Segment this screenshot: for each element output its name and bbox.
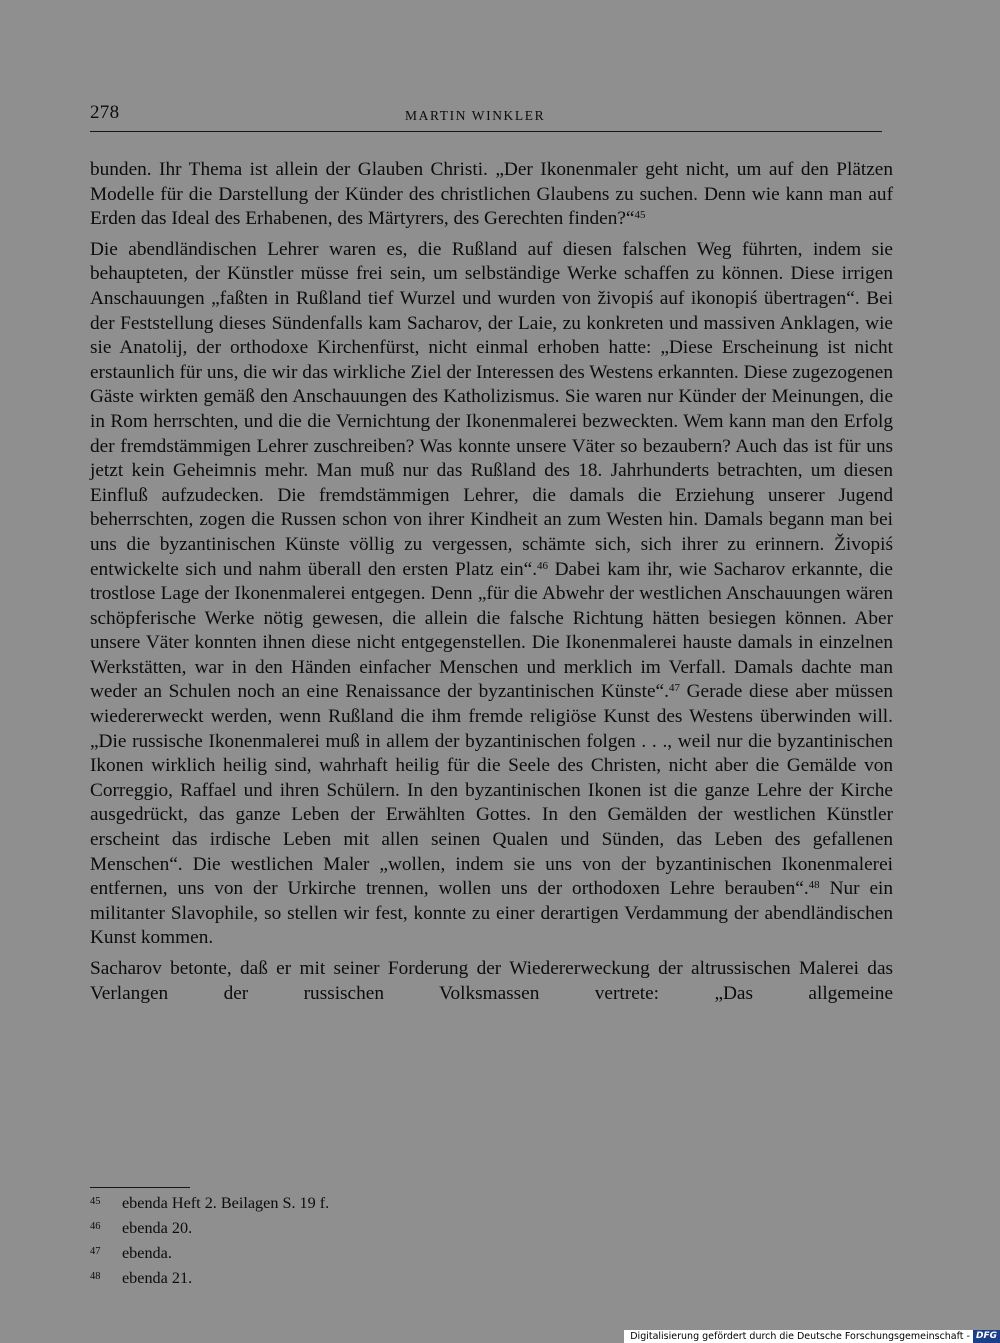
header-rule — [90, 131, 882, 132]
footnote-ref: 46 — [537, 559, 549, 572]
footnote-ref: 48 — [808, 879, 820, 892]
footnote-text: ebenda 20. — [122, 1219, 193, 1237]
footnote-number: 48 — [90, 1271, 101, 1282]
footnote-number: 46 — [90, 1221, 101, 1232]
footnote-text: ebenda 21. — [122, 1269, 193, 1287]
footnote-item — [90, 1192, 590, 1217]
paragraph-text: Dabei kam ihr, wie Sacharov erkannte, die trostlose Lage der Ikonenmalerei entgegen. Denn „für die Abwehr der westlichen Anschauungen wären schöpferische Werke nötig gewesen, die allein die falsche Richtung hätten besiegen können. Aber unsere Väter konnten ihnen diese nicht entgegenstellen. Die Ikonenmalerei hauste damals in einzelnen Werkstätten, war in den Händen einfacher Menschen und merklich im Verfall. Damals dachte man weder an Schulen noch an eine Renaissance der byzantinischen Künste“. — [90, 558, 893, 703]
footnote-text: ebenda Heft 2. Beilagen S. 19 f. — [122, 1194, 330, 1212]
paragraph-text: Gerade diese aber müssen wiedererweckt werden, wenn Rußland die ihm fremde religiöse Kunst des Westens überwinden will. „Die russische Ikonenmalerei muß in allem der byzantinischen folgen . . ., weil nur die byzantinischen Ikonen wirklich heilig sind, wahrhaft heilig für die Seele des Christen, nicht aber die Gemälde von Correggio, Raffael und ihren Schülern. In den byzantinischen Ikonen ist die ganze Lehre der Kirche ausgedrückt, das ganze Leben der Erwählten Gottes. In den Gemälden der westlichen Künstler erscheint das irdische Leben mit allen seinen Qualen und Sünden, das Leben des gefallenen Menschen“. Die westlichen Maler „wollen, indem sie uns von der byzantinischen Ikonenmalerei entfernen, uns von der Urkirche trennen, wollen uns der orthodoxen Lehre berauben“. — [90, 681, 893, 900]
paragraph-text: Sacharov betonte, daß er mit seiner Forderung der Wiedererweckung der altrussischen Malerei das Verlangen der russischen Volksmassen vertrete: „Das allgemeine — [90, 958, 893, 1004]
digitization-footer — [624, 1330, 1000, 1343]
body-text — [90, 158, 893, 1006]
footnote-text: ebenda. — [122, 1244, 172, 1262]
footnote-rule — [90, 1187, 190, 1188]
footnote-ref: 47 — [668, 682, 680, 695]
paragraph-text: Die abendländischen Lehrer waren es, die Rußland auf diesen falschen Weg führten, indem sie behaupteten, der Künstler müsse frei sein, um selbständige Werke schaffen zu können. Diese irrigen Anschauungen „faßten in Rußland tief Wurzel und wurden von živopiś auf ikonopiś übertragen“. Bei der Feststellung dieses Sündenfalls kam Sacharov, der Laie, zu konkreten und massiven Anklagen, wie sie Anatolij, der orthodoxe Kirchenfürst, nicht einmal erhoben hatte: „Diese Erscheinung ist nicht erstaunlich für uns, die wir das wirkliche Ziel der Interessen des Westens erkannten. Diese zugezogenen Gäste wirkten gemäß den Anschauungen des Katholizismus. Sie waren nur Künder der Meinungen, die in Rom herrschten, und die die Vernichtung der Ikonenmalerei bezweckten. Wem kann man den Erfolg der fremdstämmigen Lehrer zuschreiben? Was konnte unsere Väter so bezaubern? Auch das ist für uns jetzt kein Geheimnis mehr. Man muß nur das Rußland des 18. Jahrhunderts betrachten, um diesen Einfluß aufzudecken. Die fremdstämmigen Lehrer, die damals die Erziehung unserer Jugend beherrschten, zogen die Russen schon von ihrer Kindheit an zum Westen hin. Damals begann man bei uns die byzantinischen Künste völlig zu vergessen, schämte sich, sich ihrer zu erinnern. Živopiś entwickelte sich und nahm überall den ersten Platz ein“. — [90, 238, 893, 580]
footnote-number: 45 — [90, 1196, 101, 1207]
running-head: MARTIN WINKLER — [405, 108, 546, 123]
footnote-item — [90, 1267, 590, 1292]
paragraph-1 — [90, 158, 893, 232]
paragraph-2 — [90, 238, 893, 951]
paragraph-3 — [90, 957, 893, 1006]
footnote-item — [90, 1242, 590, 1267]
dfg-logo-icon[interactable]: DFG — [973, 1330, 1000, 1343]
footnote-ref: 45 — [634, 209, 646, 222]
page-number: 278 — [90, 102, 120, 123]
footnote-number: 47 — [90, 1246, 101, 1257]
paragraph-text: bunden. Ihr Thema ist allein der Glauben Christi. „Der Ikonenmaler geht nicht, um auf den Plätzen Modelle für die Darstellung der Künder des christlichen Glaubens zu suchen. Denn wie kann man auf Erden das Ideal des Erhabenen, des Märtyrers, des Gerechten finden?“ — [90, 159, 893, 230]
footnotes — [90, 1192, 590, 1292]
footer-credit: Digitalisierung gefördert durch die Deutsche Forschungsgemeinschaft - — [630, 1331, 970, 1342]
paragraph-text: Nur ein militanter Slavophile, so stellen wir fest, konnte zu einer derartigen Verdammung der abendländischen Kunst kommen. — [90, 878, 894, 949]
footnote-item — [90, 1217, 590, 1242]
